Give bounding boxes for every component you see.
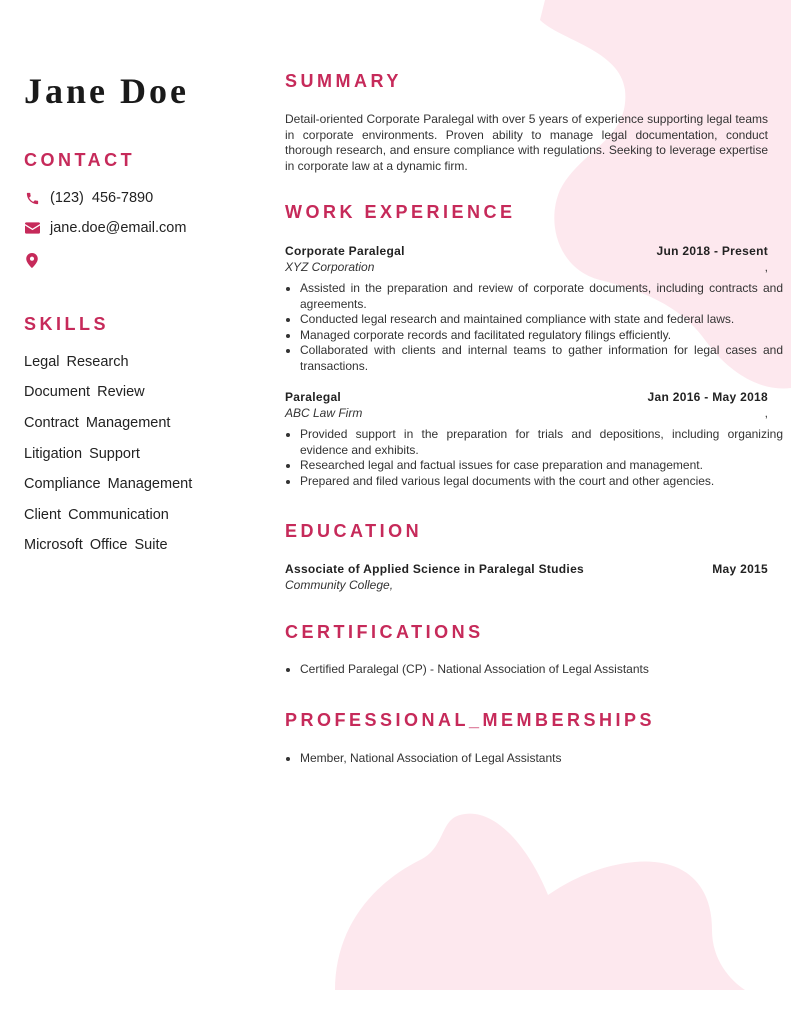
- work-experience-heading: WORK EXPERIENCE: [285, 202, 516, 222]
- degree: Associate of Applied Science in Paralegal Studies: [285, 562, 585, 576]
- skill-item: Client Communication: [24, 507, 169, 523]
- job-bullet: • Collaborated with clients and internal teams to gather information for legal cases and transactions.: [300, 343, 783, 374]
- email-text[interactable]: jane.doe@email.com: [50, 220, 187, 236]
- job-company: XYZ Corporation: [285, 260, 375, 274]
- certifications-list: [285, 662, 783, 678]
- education-heading: EDUCATION: [285, 521, 423, 541]
- phone-text[interactable]: (123) 456-7890: [50, 190, 154, 206]
- memberships-heading: PROFESSIONAL_MEMBERSHIPS: [285, 710, 656, 730]
- school: Community College,: [285, 578, 394, 592]
- job-bullet: • Prepared and filed various legal documents with the court and other agencies.: [300, 474, 783, 490]
- job-bullet: • Conducted legal research and maintained compliance with state and federal laws.: [300, 312, 783, 328]
- job-title: Paralegal: [285, 390, 342, 404]
- skill-item: Microsoft Office Suite: [24, 537, 168, 553]
- skill-item: Document Review: [24, 384, 145, 400]
- memberships-list: [285, 751, 783, 767]
- summary-heading: SUMMARY: [285, 71, 402, 91]
- job-bullet: • Provided support in the preparation for trials and depositions, including organizing evidence and exhibits.: [300, 427, 783, 458]
- job-header: [285, 244, 768, 258]
- certification-item: • Certified Paralegal (CP) - National Association of Legal Assistants: [300, 662, 783, 678]
- job-bullet: • Researched legal and factual issues for case preparation and management.: [300, 458, 783, 474]
- job-bullet: • Managed corporate records and facilitated regulatory filings efficiently.: [300, 328, 783, 344]
- job-dates: Jan 2016 - May 2018: [647, 390, 768, 404]
- job-header: [285, 390, 768, 404]
- contact-phone: [24, 190, 153, 206]
- skill-item: Contract Management: [24, 415, 171, 431]
- job-dates: Jun 2018 - Present: [656, 244, 768, 258]
- contact-email: [24, 220, 186, 236]
- map-pin-icon: [24, 252, 40, 268]
- job-subheader: [285, 406, 768, 420]
- skill-item: Litigation Support: [24, 446, 140, 462]
- job-location: ,: [764, 406, 768, 420]
- job-title: Corporate Paralegal: [285, 244, 405, 258]
- job-location: ,: [764, 260, 768, 274]
- skill-item: Compliance Management: [24, 476, 193, 492]
- job-company: ABC Law Firm: [285, 406, 363, 420]
- summary-text: Detail-oriented Corporate Paralegal with over 5 years of experience supporting legal teams in corporate environments. Proven ability to manage legal documentation, conduct thorough research, and ensure compliance with regulations. Seeking to leverage expertise in corporate law at a dynamic firm.: [285, 112, 768, 173]
- education-date: May 2015: [712, 562, 768, 576]
- skills-heading: SKILLS: [24, 314, 110, 334]
- membership-item: • Member, National Association of Legal Assistants: [300, 751, 783, 767]
- certifications-heading: CERTIFICATIONS: [285, 622, 484, 642]
- education-subheader: [285, 578, 768, 592]
- job-bullets: [285, 427, 783, 489]
- phone-icon: [24, 190, 40, 206]
- skill-item: Legal Research: [24, 354, 129, 370]
- job-bullet: • Assisted in the preparation and review of corporate documents, including contracts and agreements.: [300, 281, 783, 312]
- job-subheader: [285, 260, 768, 274]
- job-bullets: [285, 281, 783, 374]
- candidate-name: Jane Doe: [24, 71, 189, 111]
- envelope-icon: [24, 220, 40, 236]
- contact-heading: CONTACT: [24, 150, 136, 170]
- education-header: [285, 562, 768, 576]
- contact-location: [24, 252, 50, 268]
